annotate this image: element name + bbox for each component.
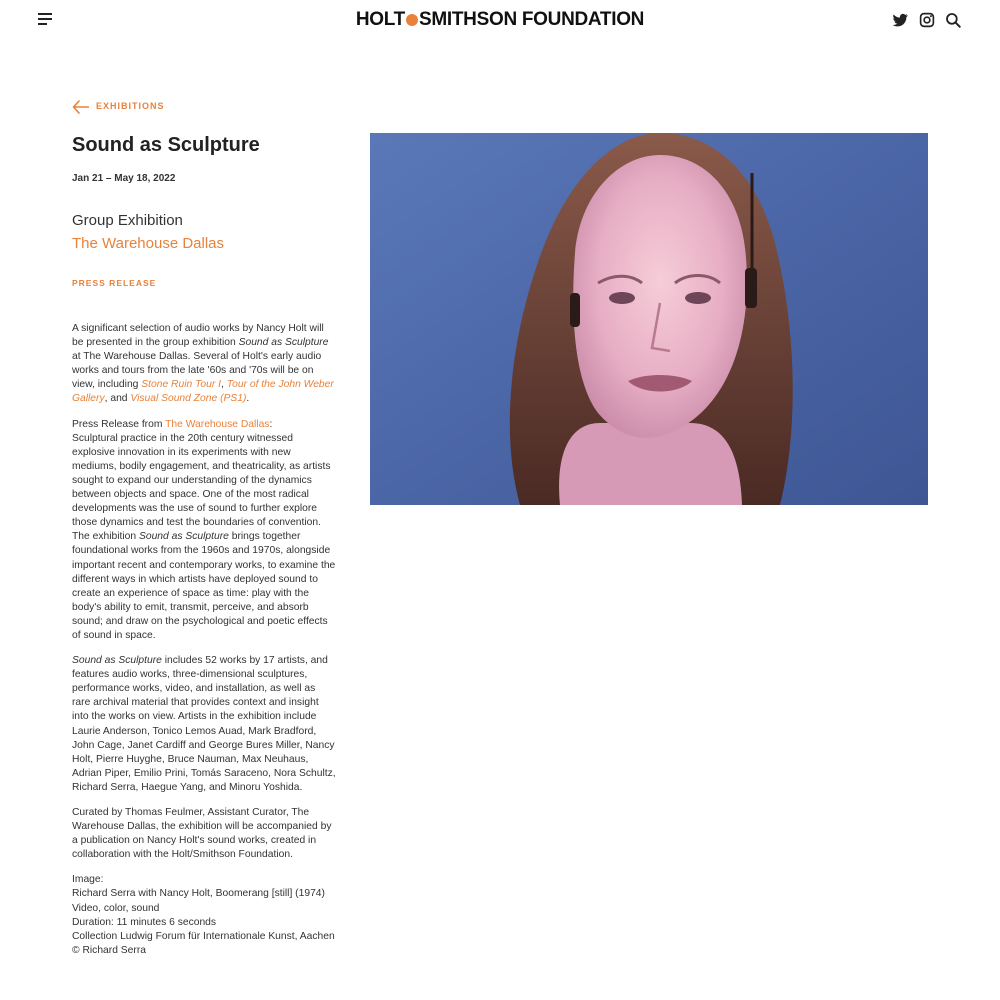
image-caption <box>72 873 336 958</box>
curator-paragraph: Curated by Thomas Feulmer, Assistant Curator, The Warehouse Dallas, the exhibition will be accompanied by a publication on Nancy Holt's sound works, created in collaboration with the Holt/Smithson Foundation. <box>72 807 332 861</box>
text: brings together foundational works from the 1960s and 1970s, alongside important recent and contemporary works, to examine the different ways in which artists have deployed sound to create an experience of space as time: play with the body's ability to emit, transmit, perceive, and absorb sound; and draw on the psychological and poetic effects of sound in space. <box>72 531 336 641</box>
works-paragraph <box>72 654 336 795</box>
site-header <box>0 0 1000 40</box>
search-icon[interactable] <box>944 11 962 29</box>
exhibition-description <box>72 322 336 958</box>
video-still-portrait <box>370 133 928 505</box>
exhibition-image <box>370 133 928 505</box>
caption-line: Richard Serra with Nancy Holt, Boomerang [still] (1974) <box>72 888 325 900</box>
back-link-label: EXHIBITIONS <box>96 101 165 111</box>
press-release-paragraph <box>72 418 336 644</box>
site-logo[interactable] <box>0 8 1000 32</box>
visual-sound-zone-link[interactable]: Visual Sound Zone (PS1) <box>130 393 247 405</box>
logo-dot-icon <box>406 14 418 26</box>
exhibition-details <box>72 130 336 958</box>
text: : <box>269 418 273 430</box>
john-weber-gallery-tour-link[interactable]: Tour of the John Weber Gallery <box>72 379 334 405</box>
warehouse-dallas-link[interactable]: The Warehouse Dallas <box>165 418 270 430</box>
text: includes 52 works by 17 artists, and features audio works, three-dimensional sculptures, performance works, video, and installation, as well as rare archival material that provides context and insight into the works on view. Artists in the exhibition include Laurie Anderson, Tonico Lemos Auad, Mark Bradford, John Cage, Janet Cardiff and George Bures Miller, Nancy Holt, Pierre Huyghe, Bruce Nauman, Max Neuhaus, Adrian Piper, Emilio Prini, Tomás Saraceno, Nora Schultz, Richard Serra, Haegue Yang, and Minoru Yoshida. <box>72 655 336 793</box>
page-title: Sound as Sculpture <box>72 134 260 156</box>
italic-title: Sound as Sculpture <box>138 531 229 543</box>
text: A significant selection of audio works by Nancy Holt will be presented in the group exhibition <box>72 323 324 349</box>
exhibition-dates: Jan 21 – May 18, 2022 <box>72 173 176 184</box>
italic-title: Sound as Sculpture <box>238 337 329 349</box>
caption-line: © Richard Serra <box>72 944 146 956</box>
header-icons <box>887 11 962 29</box>
intro-paragraph <box>72 322 336 407</box>
caption-line: Image: <box>72 874 104 886</box>
text: . <box>246 393 250 405</box>
logo-text-right: SMITHSON FOUNDATION <box>419 9 645 30</box>
exhibition-type: Group Exhibition <box>72 212 183 229</box>
stone-ruin-tour-link[interactable]: Stone Ruin Tour I <box>141 379 222 391</box>
venue-link[interactable]: The Warehouse Dallas <box>72 235 225 252</box>
instagram-icon[interactable] <box>918 11 936 29</box>
text: , <box>221 379 227 391</box>
press-release-link[interactable]: PRESS RELEASE <box>72 278 157 288</box>
caption-line: Collection Ludwig Forum für Internationale Kunst, Aachen <box>72 930 335 942</box>
arrow-left-icon <box>72 100 89 114</box>
twitter-icon[interactable] <box>891 11 909 29</box>
text: at The Warehouse Dallas. Several of Holt's early audio works and tours from the late '60s and '70s will be on view, including <box>72 351 322 391</box>
text: Press Release from <box>72 418 166 430</box>
text: , and <box>104 393 131 405</box>
caption-line: Video, color, sound <box>72 902 160 914</box>
italic-title: Sound as Sculpture <box>72 655 162 667</box>
logo-text-left: HOLT <box>355 9 405 30</box>
caption-line: Duration: 11 minutes 6 seconds <box>72 916 217 928</box>
text: Sculptural practice in the 20th century witnessed explosive innovation in its experiments with new mediums, bodily engagement, and theatricality, as artists sought to expand our understanding of the dynamics between objects and space. One of the most radical developments was the use of sound to further explore those dynamics and test the boundaries of convention. The exhibition <box>72 432 331 543</box>
